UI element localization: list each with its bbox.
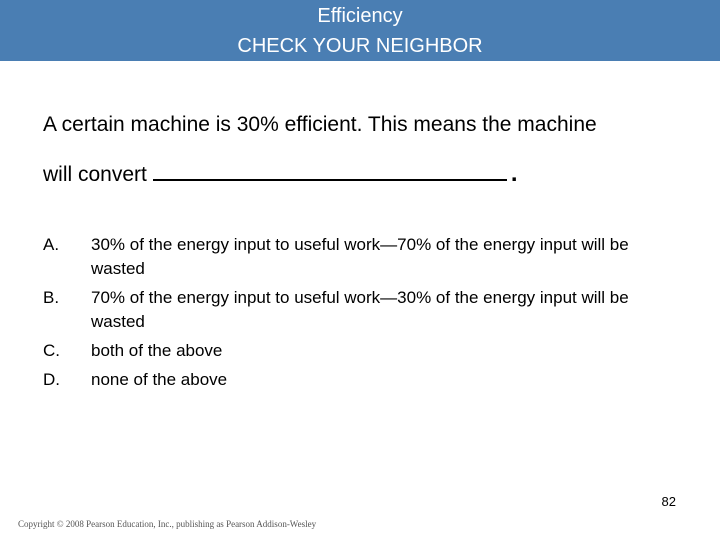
option-letter: B. xyxy=(43,288,60,307)
answer-blank xyxy=(153,157,507,181)
answer-options xyxy=(43,233,683,392)
option-text: none of the above xyxy=(91,370,228,389)
question-line-2 xyxy=(43,157,518,188)
slide-title: Efficiency xyxy=(317,5,403,27)
slide-subtitle: CHECK YOUR NEIGHBOR xyxy=(237,35,483,57)
question-line-1: A certain machine is 30% efficient. This means the machine xyxy=(43,113,597,136)
option-letter: A. xyxy=(43,235,60,254)
question-period: . xyxy=(510,160,518,187)
option-a xyxy=(43,233,683,281)
option-letter: C. xyxy=(43,341,60,360)
option-text: both of the above xyxy=(91,341,223,360)
option-text: 30% of the energy input to useful work—70% of the energy input will be wasted xyxy=(91,235,629,278)
option-letter: D. xyxy=(43,370,60,389)
option-text: 70% of the energy input to useful work—30% of the energy input will be wasted xyxy=(91,288,629,331)
question-line-2-text: will convert xyxy=(43,163,147,186)
page-number: 82 xyxy=(661,494,676,509)
option-c xyxy=(43,339,683,363)
slide-header xyxy=(0,0,720,61)
copyright-notice: Copyright © 2008 Pearson Education, Inc., publishing as Pearson Addison-Wesley xyxy=(18,519,317,529)
option-d xyxy=(43,368,683,392)
option-b xyxy=(43,286,683,334)
